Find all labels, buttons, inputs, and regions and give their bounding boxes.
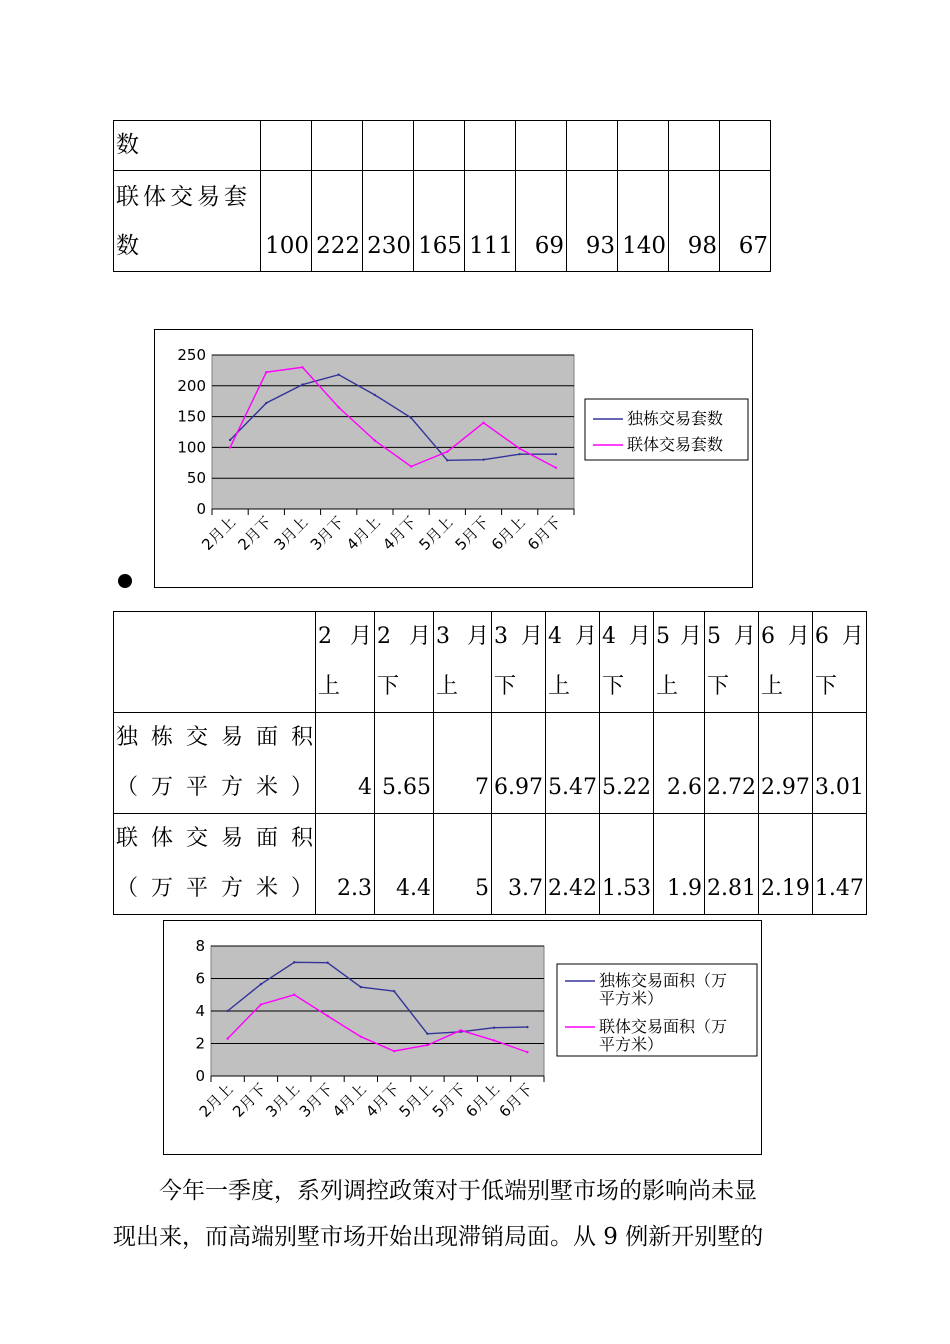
header-line: 下	[706, 674, 729, 699]
header-cell	[375, 612, 434, 713]
x-tick-label: 2月上	[195, 1080, 237, 1121]
data-point	[526, 1026, 528, 1028]
data-point	[338, 374, 340, 376]
data-point	[460, 1029, 462, 1031]
y-tick-label: 4	[195, 1002, 205, 1020]
data-point	[229, 446, 231, 448]
units-count-table	[113, 120, 771, 272]
x-tick-label: 5月下	[428, 1080, 470, 1121]
table-cell: 100	[261, 171, 312, 272]
table-cell: 5.22	[599, 713, 653, 814]
table-cell: 4	[316, 713, 375, 814]
table-cell: 5	[434, 814, 492, 915]
table-cell: 5.47	[545, 713, 599, 814]
data-point	[410, 465, 412, 467]
data-point	[482, 459, 484, 461]
header-cell	[758, 612, 812, 713]
table-cell: 4.4	[375, 814, 434, 915]
units-chart-svg	[155, 330, 752, 587]
header-cell	[545, 612, 599, 713]
legend-label-2: 联体交易面积（万	[599, 1017, 728, 1036]
row-label-townhouse-units	[114, 171, 261, 272]
label-line: 联体交易套	[116, 184, 251, 210]
x-tick-label: 4月上	[343, 513, 384, 554]
header-line: 3 月	[436, 624, 489, 649]
data-point	[326, 962, 328, 964]
x-tick-label: 3月上	[270, 513, 312, 554]
x-tick-label: 2月下	[229, 1080, 270, 1121]
data-point	[229, 439, 231, 441]
table-cell	[414, 121, 465, 171]
table-cell: 140	[618, 171, 669, 272]
table-cell: 2.81	[704, 814, 758, 915]
header-line: 下	[494, 674, 517, 699]
table-cell: 7	[434, 713, 492, 814]
data-point	[526, 1051, 528, 1053]
x-tick-label: 2月上	[198, 513, 239, 554]
header-line: 上	[436, 674, 459, 699]
table-cell	[516, 121, 567, 171]
table-cell: 1.53	[599, 814, 653, 915]
data-point	[410, 417, 412, 419]
y-tick-label: 8	[195, 937, 205, 955]
legend-label-2: 联体交易套数	[627, 435, 724, 454]
y-tick-label: 2	[195, 1034, 205, 1053]
header-line: 下	[814, 674, 837, 699]
table-cell: 2.42	[545, 814, 599, 915]
data-point	[493, 1039, 495, 1041]
table-cell: 98	[669, 171, 720, 272]
label-line: 联体交易面积	[116, 826, 313, 851]
header-line: 5 月	[655, 624, 702, 649]
data-point	[519, 447, 521, 449]
legend-label-1-cont: 平方米）	[599, 989, 664, 1008]
header-line: 上	[547, 674, 570, 699]
data-point	[555, 467, 557, 469]
data-point	[360, 986, 362, 988]
data-point	[393, 1050, 395, 1052]
header-line: 上	[760, 674, 783, 699]
x-tick-label: 6月下	[495, 1080, 537, 1121]
header-line: 4 月	[601, 624, 651, 649]
data-point	[555, 453, 557, 455]
header-line: 上	[318, 674, 341, 699]
table-cell: 222	[312, 171, 363, 272]
header-cell	[704, 612, 758, 713]
table-cell	[669, 121, 720, 171]
y-tick-label: 0	[195, 1067, 205, 1085]
table-cell: 67	[720, 171, 771, 272]
data-point	[338, 406, 340, 408]
data-point	[426, 1044, 428, 1046]
x-tick-label: 5月上	[415, 513, 457, 554]
header-line: 5 月	[706, 624, 756, 649]
row-label-detached-area	[114, 713, 316, 814]
header-cell	[434, 612, 492, 713]
y-tick-label: 0	[196, 500, 206, 518]
header-cell	[316, 612, 375, 713]
x-tick-label: 4月下	[379, 513, 420, 554]
row-label-townhouse-area	[114, 814, 316, 915]
table-cell	[720, 121, 771, 171]
data-point	[493, 1027, 495, 1029]
data-point	[293, 994, 295, 996]
header-cell	[812, 612, 866, 713]
row-label-continued: 数	[114, 121, 261, 171]
x-tick-label: 5月上	[395, 1080, 437, 1121]
units-line-chart	[154, 329, 753, 588]
header-line: 2 月	[318, 624, 372, 649]
area-table	[113, 611, 867, 915]
table-cell	[363, 121, 414, 171]
header-line: 下	[377, 674, 400, 699]
table-cell: 93	[567, 171, 618, 272]
header-line: 上	[655, 674, 678, 699]
table-cell: 2.3	[316, 814, 375, 915]
x-tick-label: 6月上	[487, 513, 529, 554]
data-point	[519, 453, 521, 455]
y-tick-label: 6	[195, 969, 205, 988]
data-point	[265, 371, 267, 373]
table-cell: 3.7	[492, 814, 546, 915]
header-cell	[653, 612, 704, 713]
data-point	[482, 422, 484, 424]
label-line: （万平方米）	[116, 876, 313, 901]
table-cell: 6.97	[492, 713, 546, 814]
label-line: 独栋交易面积	[116, 725, 313, 750]
table-cell: 1.47	[812, 814, 866, 915]
data-point	[260, 983, 262, 985]
x-tick-label: 6月上	[462, 1080, 503, 1121]
header-line: 2 月	[377, 624, 431, 649]
x-tick-label: 3月下	[295, 1080, 337, 1121]
data-point	[260, 1003, 262, 1005]
legend-label-1: 独栋交易套数	[627, 409, 724, 428]
table-corner	[114, 612, 316, 713]
data-point	[393, 990, 395, 992]
table-cell: 5.65	[375, 713, 434, 814]
data-point	[446, 451, 448, 453]
bullet-icon	[118, 574, 132, 588]
table-cell	[261, 121, 312, 171]
label-line: （万平方米）	[116, 775, 313, 800]
table-cell: 165	[414, 171, 465, 272]
y-tick-label: 200	[177, 376, 206, 395]
x-tick-label: 4月下	[362, 1080, 403, 1121]
data-point	[374, 394, 376, 396]
table-cell	[618, 121, 669, 171]
data-point	[374, 439, 376, 441]
body-paragraph-line: 今年一季度，系列调控政策对于低端别墅市场的影响尚未显	[159, 1178, 757, 1204]
area-chart-svg	[164, 921, 761, 1154]
data-point	[265, 402, 267, 404]
x-tick-label: 5月下	[451, 513, 493, 554]
x-tick-label: 3月下	[306, 513, 348, 554]
table-cell	[567, 121, 618, 171]
table-cell: 230	[363, 171, 414, 272]
data-point	[301, 366, 303, 368]
data-point	[360, 1035, 362, 1037]
table-cell: 2.19	[758, 814, 812, 915]
table-cell: 2.6	[653, 713, 704, 814]
table-cell: 69	[516, 171, 567, 272]
y-tick-label: 250	[177, 346, 206, 364]
area-line-chart	[163, 920, 762, 1155]
x-tick-label: 3月上	[262, 1080, 304, 1121]
header-line: 6 月	[814, 624, 864, 649]
x-tick-label: 6月下	[524, 513, 565, 554]
data-point	[446, 459, 448, 461]
x-tick-label: 2月下	[234, 513, 276, 554]
plot-area	[212, 355, 574, 509]
table-cell: 1.9	[653, 814, 704, 915]
table-cell: 2.97	[758, 713, 812, 814]
header-line: 3 月	[494, 624, 543, 649]
y-tick-label: 100	[177, 438, 206, 457]
legend-label-2-cont: 平方米）	[599, 1035, 664, 1054]
table-cell: 111	[465, 171, 516, 272]
table-cell: 2.72	[704, 713, 758, 814]
header-cell	[492, 612, 546, 713]
data-point	[326, 1015, 328, 1017]
y-tick-label: 150	[177, 407, 206, 426]
header-cell	[599, 612, 653, 713]
data-point	[293, 961, 295, 963]
header-line: 6 月	[760, 624, 810, 649]
table-cell	[312, 121, 363, 171]
data-point	[226, 1037, 228, 1039]
header-line: 4 月	[547, 624, 597, 649]
data-point	[301, 383, 303, 385]
data-point	[226, 1010, 228, 1012]
table-cell: 3.01	[812, 713, 866, 814]
table-cell	[465, 121, 516, 171]
x-tick-label: 4月上	[328, 1080, 370, 1121]
data-point	[426, 1033, 428, 1035]
header-line: 下	[601, 674, 624, 699]
label-line: 数	[116, 233, 143, 259]
legend-label-1: 独栋交易面积（万	[599, 971, 728, 990]
y-tick-label: 50	[186, 469, 206, 488]
body-paragraph-line: 现出来，而高端别墅市场开始出现滞销局面。从 9 例新开别墅的	[113, 1224, 764, 1250]
